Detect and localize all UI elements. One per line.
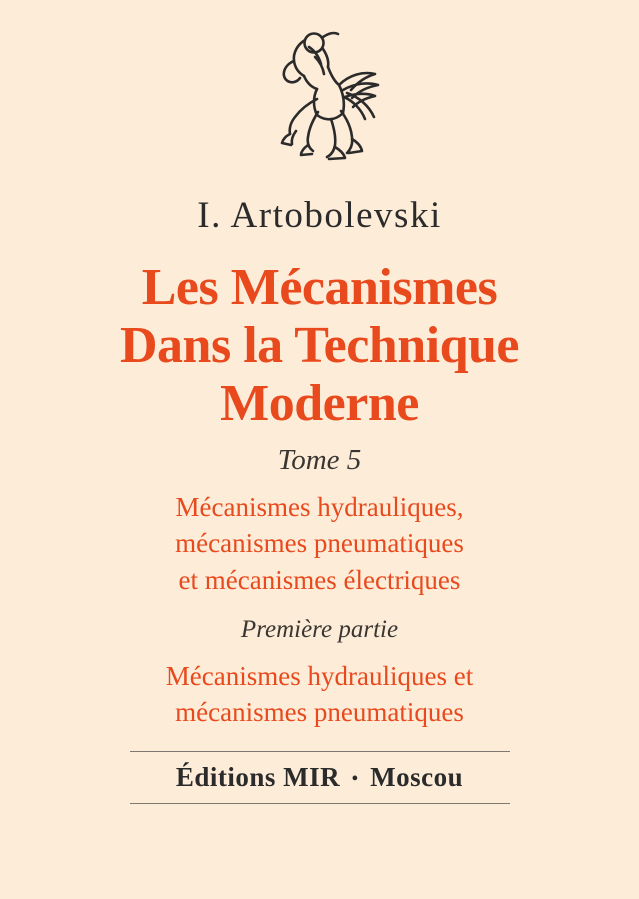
part-label: Première partie [240,616,399,644]
part-subtitle-block [50,658,590,731]
subtitle-line-1: Mécanismes hydrauliques, [175,491,464,522]
pegasus-horse-logo-icon [235,27,405,162]
title-line-3: Moderne [220,375,419,433]
bullet-separator-icon: • [351,768,359,791]
subtitle-line-2: mécanismes pneumatiques [175,528,464,559]
subtitle-line-3: et mécanismes électriques [178,564,461,595]
divider-top [130,751,510,752]
title-line-2: Dans la Technique [120,317,519,375]
divider-bottom [130,803,510,804]
author-name: I. Artobolevski [197,195,442,236]
part-subtitle-line-1: Mécanismes hydrauliques et [165,661,474,692]
title-line-1: Les Mécanismes [141,259,498,316]
volume-label: Tome 5 [277,443,362,476]
subtitle-block [60,489,580,598]
publisher-logo [230,24,410,164]
publisher-line [176,762,463,793]
part-subtitle-line-2: mécanismes pneumatiques [175,697,464,728]
page-title [40,259,600,434]
publisher-city: Moscou [370,761,464,792]
publisher-name: Éditions MIR [175,761,341,792]
